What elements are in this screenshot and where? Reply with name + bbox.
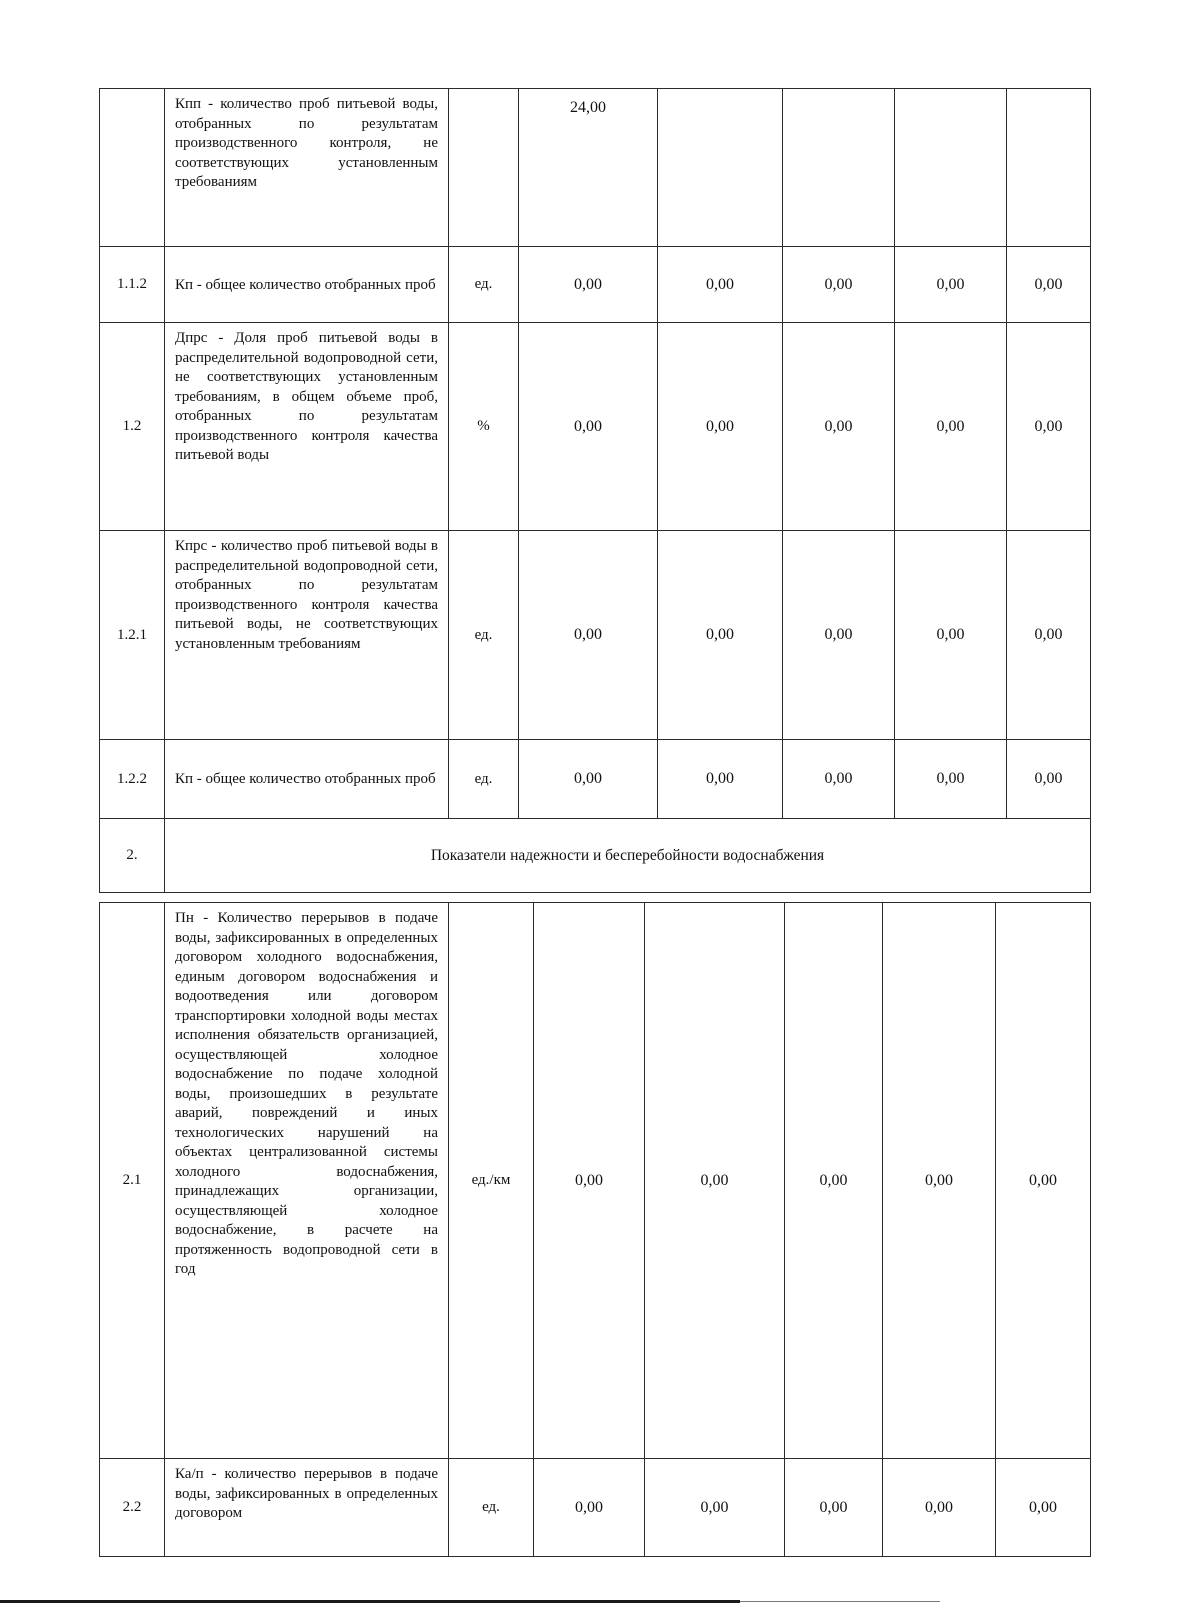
row-number: 1.2 <box>100 323 165 531</box>
indicator-description: Кпп - количество проб питьевой воды, отобранных по результатам производственного контроля, не соответствующих установленным требованиям <box>165 89 449 247</box>
value-cell: 0,00 <box>783 323 895 531</box>
unit-cell <box>449 89 519 247</box>
unit-cell: ед. <box>449 531 519 740</box>
section-number: 2. <box>100 819 165 893</box>
value-cell: 0,00 <box>1007 740 1091 819</box>
value-cell: 0,00 <box>519 323 658 531</box>
row-number <box>100 89 165 247</box>
value-cell: 0,00 <box>519 247 658 323</box>
table-row <box>100 903 1091 1459</box>
value-cell: 0,00 <box>883 903 996 1459</box>
value-cell: 24,00 <box>519 89 658 247</box>
table-row <box>100 740 1091 819</box>
value-cell: 0,00 <box>1007 323 1091 531</box>
row-number: 1.1.2 <box>100 247 165 323</box>
value-cell: 0,00 <box>658 740 783 819</box>
value-cell: 0,00 <box>534 903 645 1459</box>
value-cell: 0,00 <box>783 247 895 323</box>
value-cell <box>1007 89 1091 247</box>
indicators-table-bottom <box>99 902 1091 1557</box>
value-cell: 0,00 <box>645 903 785 1459</box>
row-number: 2.1 <box>100 903 165 1459</box>
value-cell: 0,00 <box>658 247 783 323</box>
table-row <box>100 1459 1091 1557</box>
section-row <box>100 819 1091 893</box>
indicator-description: Дпрс - Доля проб питьевой воды в распределительной водопроводной сети, не соответствующих установленным требованиям, в общем объеме проб, отобранных по результатам производственного контроля качества питьевой воды <box>165 323 449 531</box>
value-cell <box>658 89 783 247</box>
indicator-description: Кп - общее количество отобранных проб <box>165 740 449 819</box>
indicator-description: Кп - общее количество отобранных проб <box>165 247 449 323</box>
indicator-description: Кпрс - количество проб питьевой воды в распределительной водопроводной сети, отобранных по результатам производственного контроля качества питьевой воды, не соответствующих установленным требованиям <box>165 531 449 740</box>
value-cell: 0,00 <box>883 1459 996 1557</box>
table-row <box>100 323 1091 531</box>
value-cell: 0,00 <box>658 531 783 740</box>
value-cell: 0,00 <box>645 1459 785 1557</box>
value-cell: 0,00 <box>534 1459 645 1557</box>
indicators-table-top <box>99 88 1091 893</box>
value-cell: 0,00 <box>895 247 1007 323</box>
value-cell: 0,00 <box>895 531 1007 740</box>
row-number: 1.2.1 <box>100 531 165 740</box>
table-row <box>100 247 1091 323</box>
value-cell: 0,00 <box>895 740 1007 819</box>
value-cell: 0,00 <box>996 903 1091 1459</box>
unit-cell: ед. <box>449 740 519 819</box>
value-cell: 0,00 <box>783 531 895 740</box>
value-cell: 0,00 <box>895 323 1007 531</box>
value-cell <box>783 89 895 247</box>
indicator-description: Ка/п - количество перерывов в подаче воды, зафиксированных в определенных договором <box>165 1459 449 1557</box>
scan-edge-line <box>740 1601 940 1602</box>
unit-cell: % <box>449 323 519 531</box>
value-cell: 0,00 <box>785 903 883 1459</box>
section-title: Показатели надежности и бесперебойности водоснабжения <box>165 819 1091 893</box>
table-row <box>100 531 1091 740</box>
value-cell: 0,00 <box>519 740 658 819</box>
value-cell: 0,00 <box>519 531 658 740</box>
unit-cell: ед. <box>449 247 519 323</box>
value-cell: 0,00 <box>785 1459 883 1557</box>
table-row <box>100 89 1091 247</box>
row-number: 2.2 <box>100 1459 165 1557</box>
scan-edge-line <box>0 1600 740 1603</box>
unit-cell: ед./км <box>449 903 534 1459</box>
value-cell: 0,00 <box>996 1459 1091 1557</box>
indicator-description: Пн - Количество перерывов в подаче воды, зафиксированных в определенных договором холодного водоснабжения, единым договором водоснабжения и водоотведения или договором транспортировки холодной воды местах исполнения обязательств организацией, осуществляющей холодное водоснабжение по подаче холодной воды, произошедших в результате аварий, повреждений и иных технологических нарушений на объектах централизованной системы холодного водоснабжения, принадлежащих организации, осуществляющей холодное водоснабжение, в расчете на протяженность водопроводной сети в год <box>165 903 449 1459</box>
unit-cell: ед. <box>449 1459 534 1557</box>
value-cell <box>895 89 1007 247</box>
row-number: 1.2.2 <box>100 740 165 819</box>
value-cell: 0,00 <box>1007 247 1091 323</box>
value-cell: 0,00 <box>658 323 783 531</box>
value-cell: 0,00 <box>1007 531 1091 740</box>
value-cell: 0,00 <box>783 740 895 819</box>
